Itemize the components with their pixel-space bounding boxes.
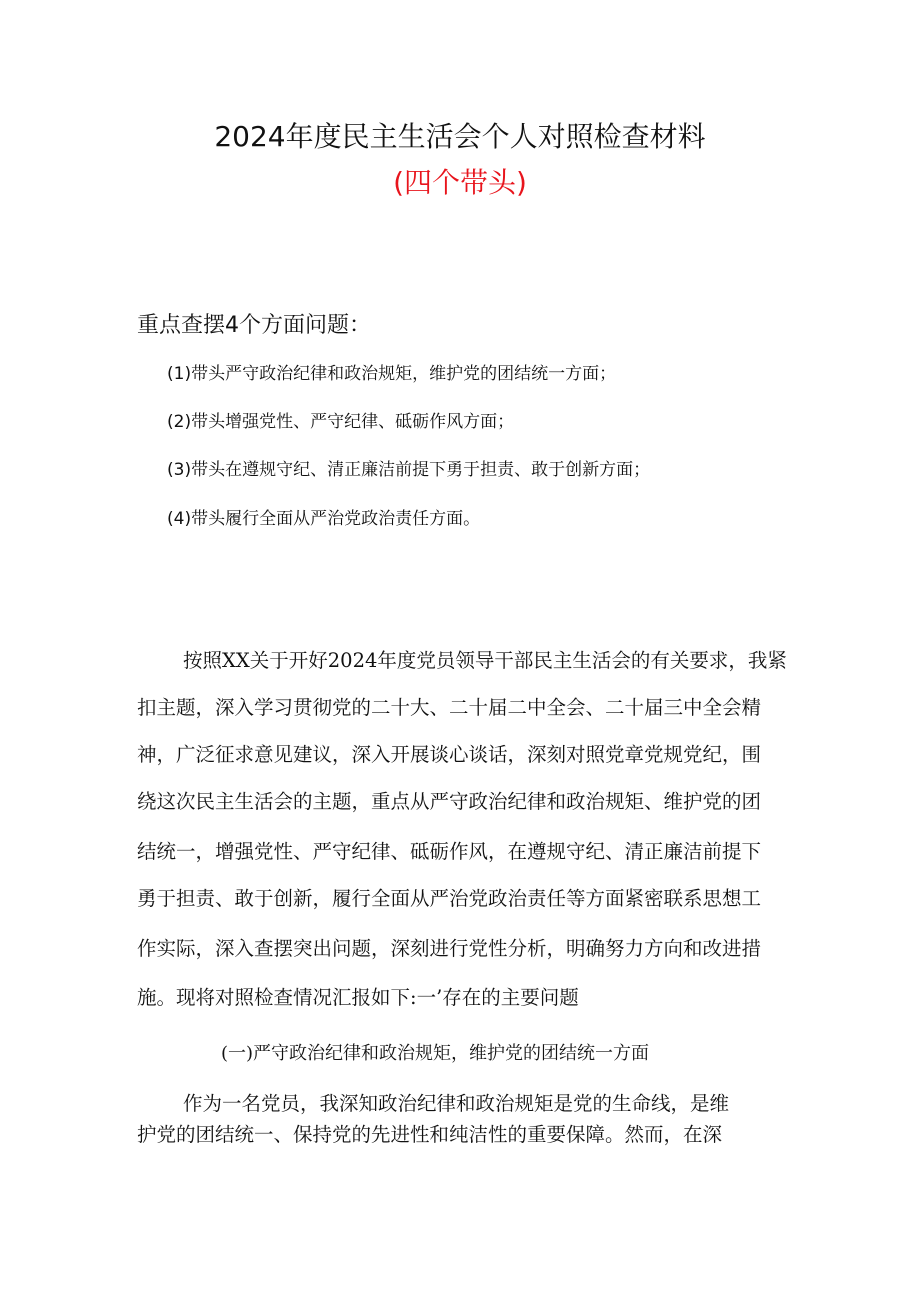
- focus-heading: 重点查摆4个方面问题：: [137, 313, 371, 338]
- focus-item-number: (1): [167, 364, 192, 384]
- intro-paragraph-line: 勇于担责、敢于创新，履行全面从严治党政治责任等方面紧密联系思想工: [137, 887, 762, 910]
- intro-paragraph-line: 绕这次民主生活会的主题，重点从严守政治纪律和政治规矩、维护党的团: [137, 790, 762, 813]
- section-heading: (一)严守政治纪律和政治规矩，维护党的团结统一方面: [221, 1043, 650, 1064]
- body-paragraph-line: 护党的团结统一、保持党的先进性和纯洁性的重要保障。然而，在深: [137, 1123, 723, 1146]
- focus-item-text: 带头在遵规守纪、清正廉洁前提下勇于担责、敢于创新方面；: [191, 460, 651, 480]
- intro-paragraph-line: 施。现将对照检查情况汇报如下:一’存在的主要问题: [137, 986, 579, 1009]
- focus-item: [167, 505, 480, 533]
- focus-item-text: 带头严守政治纪律和政治规矩，维护党的团结统一方面；: [191, 364, 617, 384]
- focus-item-number: (2): [167, 412, 192, 432]
- intro-paragraph-line: 作实际，深入查摆突出问题，深刻进行党性分析，明确努力方向和改进措: [137, 937, 762, 960]
- intro-paragraph-line: 结统一，增强党性、严守纪律、砥砺作风，在遵规守纪、清正廉洁前提下: [137, 840, 762, 863]
- focus-item: [167, 456, 650, 484]
- focus-item: [167, 408, 514, 436]
- focus-item-text: 带头履行全面从严治党政治责任方面。: [191, 509, 481, 529]
- document-title: 2024年度民主生活会个人对照检查材料: [214, 120, 706, 153]
- intro-paragraph-line: 扣主题，深入学习贯彻党的二十大、二十届二中全会、二十届三中全会精: [137, 696, 762, 719]
- focus-item-text: 带头增强党性、严守纪律、砥砺作风方面；: [191, 412, 515, 432]
- intro-paragraph-line: 神，广泛征求意见建议，深入开展谈心谈话，深刻对照党章党规党纪，围: [137, 743, 762, 766]
- focus-item: [167, 360, 616, 388]
- focus-item-number: (4): [167, 509, 192, 529]
- document-subtitle: (四个带头): [393, 166, 527, 199]
- intro-paragraph-line: 按照XX关于开好2024年度党员领导干部民主生活会的有关要求，我紧: [183, 649, 787, 672]
- body-paragraph-line: 作为一名党员，我深知政治纪律和政治规矩是党的生命线，是维: [183, 1092, 730, 1115]
- focus-item-number: (3): [167, 460, 192, 480]
